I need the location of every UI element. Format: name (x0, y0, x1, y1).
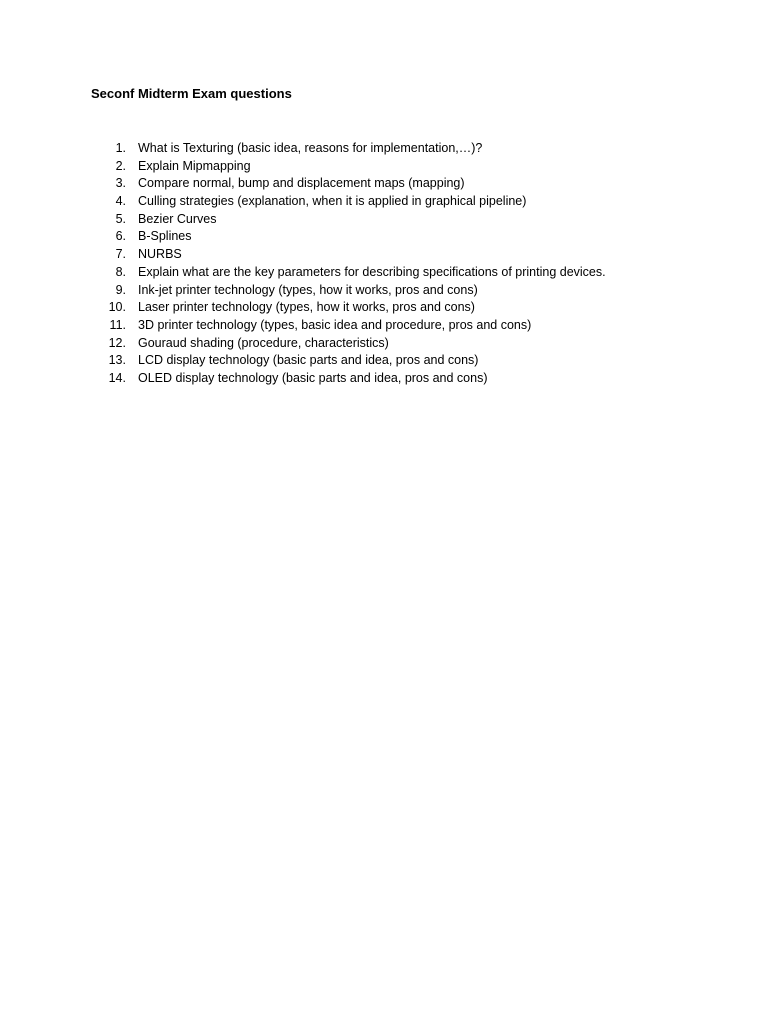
question-text: B-Splines (138, 229, 192, 244)
question-number: 3. (115, 176, 126, 191)
question-text: Gouraud shading (procedure, characteristics) (138, 335, 389, 350)
question-text: What is Texturing (basic idea, reasons for implementation,…)? (138, 141, 483, 155)
question-number: 4. (115, 194, 126, 209)
question-number: 10. (108, 300, 126, 315)
question-text: Laser printer technology (types, how it works, pros and cons) (138, 300, 475, 315)
question-item (0, 370, 768, 388)
question-number: 5. (115, 211, 126, 226)
question-item (0, 211, 768, 229)
question-list (0, 140, 768, 388)
question-number: 6. (115, 229, 126, 244)
question-text: NURBS (138, 247, 182, 262)
question-number: 7. (115, 247, 126, 262)
question-number: 2. (115, 158, 126, 173)
question-text: Explain Mipmapping (138, 158, 251, 173)
question-text: Ink-jet printer technology (types, how it works, pros and cons) (138, 282, 478, 297)
question-text: Culling strategies (explanation, when it is applied in graphical pipeline) (138, 194, 527, 209)
question-item (0, 317, 768, 335)
question-number: 12. (108, 335, 126, 350)
question-item (0, 246, 768, 264)
question-text: LCD display technology (basic parts and idea, pros and cons) (138, 353, 479, 368)
question-text: Bezier Curves (138, 211, 217, 226)
question-item (0, 282, 768, 300)
question-text: 3D printer technology (types, basic idea and procedure, pros and cons) (138, 317, 532, 332)
question-item (0, 158, 768, 176)
question-number: 14. (108, 370, 126, 385)
question-item (0, 335, 768, 353)
question-item (0, 175, 768, 193)
question-item (0, 264, 768, 282)
question-item (0, 140, 768, 158)
document-title: Seconf Midterm Exam questions (91, 86, 292, 101)
question-number: 8. (115, 264, 126, 279)
question-item (0, 228, 768, 246)
question-text: OLED display technology (basic parts and idea, pros and cons) (138, 370, 488, 385)
question-number: 9. (115, 282, 126, 297)
question-item (0, 352, 768, 370)
question-text: Explain what are the key parameters for describing specifications of printing devices. (138, 264, 606, 279)
question-text: Compare normal, bump and displacement maps (mapping) (138, 176, 465, 191)
question-number: 13. (108, 353, 126, 368)
question-item (0, 299, 768, 317)
question-item (0, 193, 768, 211)
question-number: 11. (109, 317, 126, 332)
question-number: 1. (115, 141, 126, 155)
